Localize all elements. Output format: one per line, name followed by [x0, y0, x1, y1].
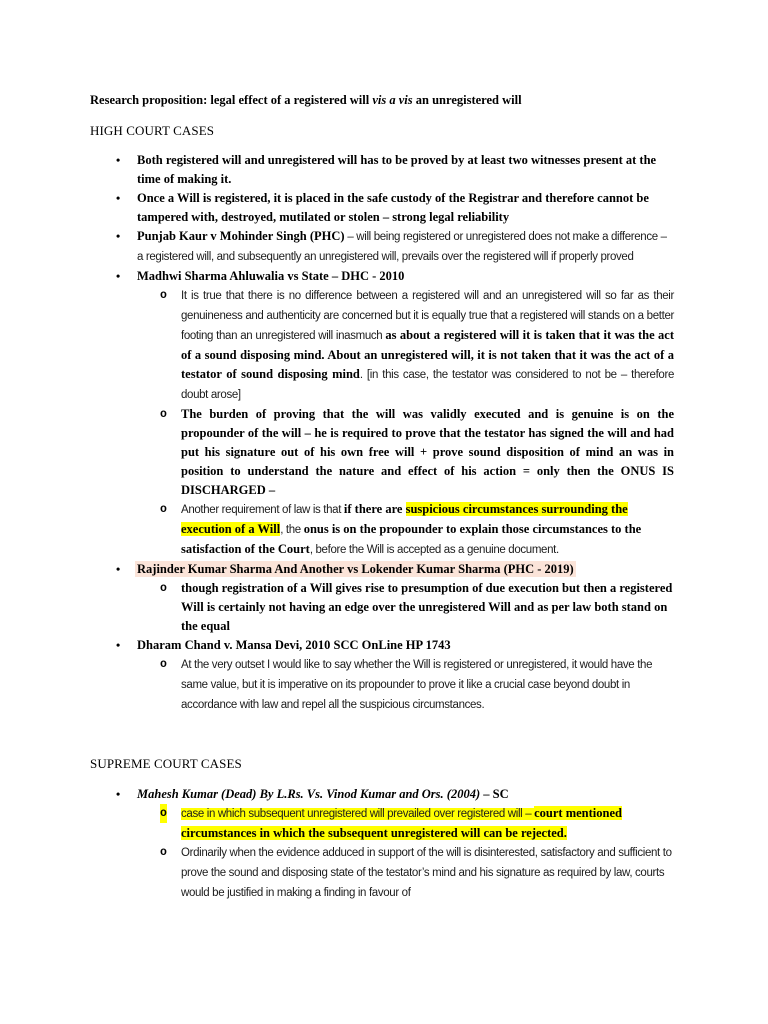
bullet-marker: •: [116, 229, 121, 243]
sub-text-burden-of-proof: The burden of proving that the will was validly executed and is genuine is on the propounder of the will – he is required to prove that the testator has signed the will and had put his signature out of his own free will + prove sound disposition of mind an was in position to understand the nature and effect of his action = only then the ONUS IS DISCHARGED –: [181, 407, 674, 497]
list-item-dharam-chand: [90, 636, 674, 655]
title-lead: Research proposition: legal effect of a registered will: [90, 93, 373, 107]
sub-text-bold-1: if there are: [343, 502, 406, 516]
sub-text-plain-1: Another requirement of law is that: [181, 504, 344, 516]
case-name-rajinder-kumar: Rajinder Kumar Sharma And Another vs Lokender Kumar Sharma (PHC - 2019): [137, 562, 574, 576]
sub-text-plain-3: , before the Will is accepted as a genuine document.: [309, 544, 559, 556]
sub-text-plain: It is true that there is no difference between a registered will and an unregistered will so far as their genuineness and authenticity are concerned but it is equally true that a registered will stands on a better footing than an unregistered will inasmuch: [181, 290, 674, 342]
sub-item-burden-of-proof: [90, 405, 674, 500]
supreme-court-heading: SUPREME COURT CASES: [90, 756, 242, 771]
bullet-marker: •: [116, 153, 121, 167]
sub-text-ordinarily: Ordinarily when the evidence adduced in support of the will is disinterested, satisfactory and sufficient to prove the sound and disposing state of the testator’s mind and his signature as required by law, courts would be justified in making a finding in favour of: [181, 847, 672, 899]
bullet-marker: •: [116, 638, 121, 652]
case-court-label: – SC: [480, 787, 509, 801]
bullet-marker: •: [116, 787, 121, 801]
sub-item-presumption-due-execution: [90, 579, 674, 636]
case-name-madhwi-sharma: Madhwi Sharma Ahluwalia vs State – DHC - 2010: [137, 269, 405, 283]
sub-item-suspicious-circumstances: [90, 500, 674, 560]
research-proposition-title: [90, 91, 674, 110]
sub-bullet-marker: o: [160, 503, 167, 516]
sub-item-same-value: [90, 655, 674, 715]
case-name-mahesh-kumar: Mahesh Kumar (Dead) By L.Rs. Vs. Vinod Kumar and Ors. (2004): [137, 787, 481, 801]
sub-bullet-marker: o: [160, 658, 167, 671]
sub-item-registered-better-footing: [90, 286, 674, 405]
sub-text-bold-2: onus is on the propounder to explain those circumstances to the satisfaction of the Court: [181, 522, 642, 556]
sub-text-same-value: At the very outset I would like to say whether the Will is registered or unregistered, it would have the same value, but it is imperative on its propounder to prove it like a crucial case beyond doubt in accordance with law and repel all the suspicious circumstances.: [181, 659, 653, 711]
point-two-witnesses-text: Both registered will and unregistered will has to be proved by at least two witnesses present at the time of making it.: [137, 153, 657, 186]
high-court-heading: HIGH COURT CASES: [90, 123, 215, 138]
sub-bullet-marker: o: [160, 408, 167, 421]
highlighted-suspicious-circumstances: suspicious circumstances surrounding the execution of a Will: [181, 502, 628, 536]
sub-text-tail: . [in this case, the testator was considered to not be – therefore doubt arose]: [181, 369, 674, 401]
sub-bullet-marker: o: [160, 582, 167, 595]
title-vis-a-vis: vis a vis: [372, 93, 413, 107]
document-body: [90, 91, 674, 903]
case-name-dharam-chand: Dharam Chand v. Mansa Devi, 2010 SCC OnLine HP 1743: [137, 638, 451, 652]
sub-item-ordinarily-evidence: [90, 843, 674, 903]
bullet-marker: •: [116, 562, 121, 576]
sub-bullet-marker: o: [160, 289, 167, 302]
list-item-safe-custody: [90, 189, 674, 227]
list-item-punjab-kaur: [90, 227, 674, 267]
list-item-madhwi-sharma: [90, 267, 674, 286]
case-name-punjab-kaur: Punjab Kaur v Mohinder Singh (PHC): [137, 229, 345, 243]
bullet-marker: •: [116, 269, 121, 283]
sub-text-presumption: though registration of a Will gives rise to presumption of due execution but then a registered Will is certainly not having an edge over the unregistered Will and as per law both stand on the equal: [181, 581, 673, 633]
highlighted-sub-text-bold: court mentioned circumstances in which the subsequent unregistered will can be rejected.: [181, 806, 622, 840]
sub-bullet-marker: o: [160, 846, 167, 859]
list-item-mahesh-kumar: [90, 785, 674, 804]
sub-item-subsequent-unregistered-will: [90, 804, 674, 843]
case-note-punjab-kaur: – will being registered or unregistered does not make a difference – a registered will, and subsequently an unregistered will, prevails over the registered will if properly proved: [137, 231, 667, 263]
bullet-marker: •: [116, 191, 121, 205]
sub-text-plain-2: , the: [280, 524, 304, 536]
sub-bullet-marker: o: [160, 804, 167, 823]
sub-text-bold: as about a registered will it is taken that it was the act of a sound disposing mind. About an unregistered will, it is not taken that it was the act of a testator of sound disposing mind: [181, 328, 674, 381]
title-tail: an unregistered will: [412, 93, 522, 107]
list-item-two-witnesses: [90, 151, 674, 189]
point-safe-custody-text: Once a Will is registered, it is placed in the safe custody of the Registrar and therefore cannot be tampered with, destroyed, mutilated or stolen – strong legal reliability: [137, 191, 649, 224]
highlighted-sub-text-plain: case in which subsequent unregistered will prevailed over registered will –: [181, 808, 535, 820]
list-item-rajinder-kumar: [90, 560, 674, 579]
